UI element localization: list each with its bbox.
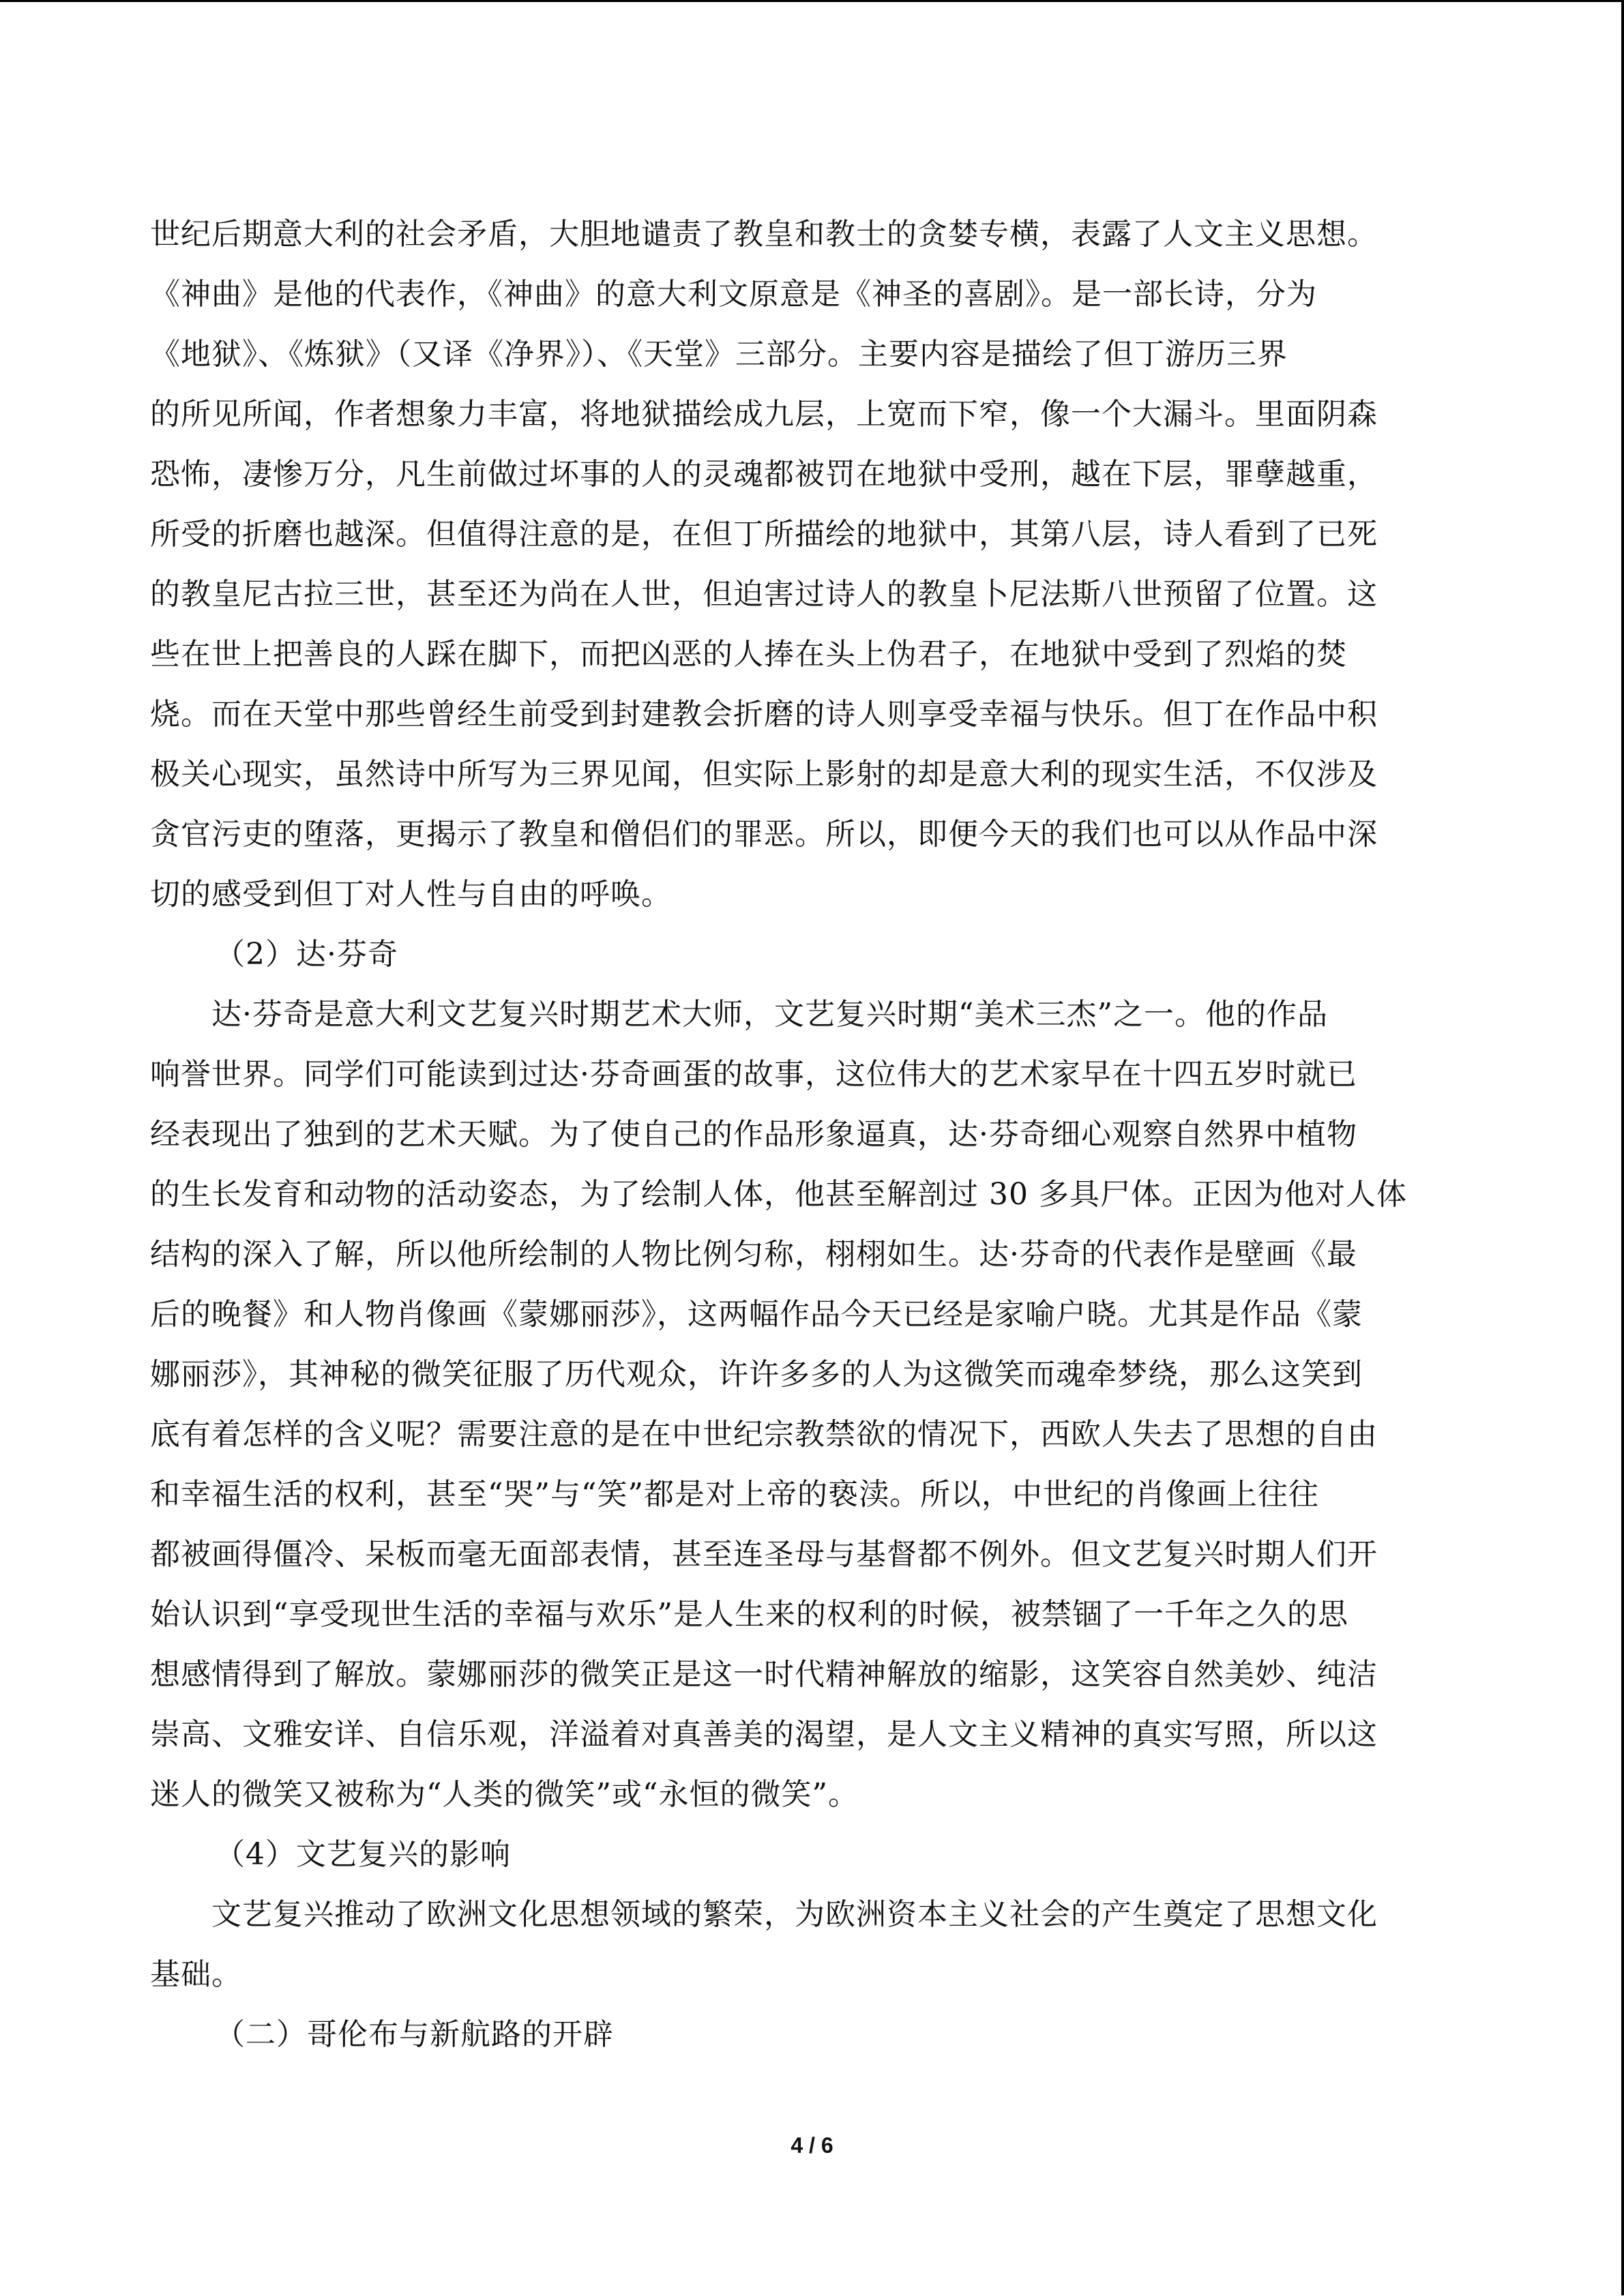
body-line: 的所见所闻，作者想象力丰富，将地狱描绘成九层，上宽而下窄，像一个大漏斗。里面阴森 <box>150 397 1378 432</box>
body-line: 世纪后期意大利的社会矛盾，大胆地谴责了教皇和教士的贪婪专横，表露了人文主义思想。 <box>150 217 1378 252</box>
body-line: 和幸福生活的权利，甚至“哭”与“笑”都是对上帝的亵渎。所以，中世纪的肖像画上往往 <box>150 1477 1319 1512</box>
body-line: 后的晚餐》和人物肖像画《蒙娜丽莎》，这两幅作品今天已经是家喻户晓。尤其是作品《蒙 <box>150 1297 1363 1332</box>
body-line: 极关心现实，虽然诗中所写为三界见闻，但实际上影射的却是意大利的现实生活，不仅涉及 <box>150 757 1378 792</box>
document-body <box>150 205 1480 2065</box>
body-line: 基础。 <box>150 1957 242 1992</box>
body-line: 贪官污吏的堕落，更揭示了教皇和僧侣们的罪恶。所以，即便今天的我们也可以从作品中深 <box>150 817 1378 852</box>
body-line: 响誉世界。同学们可能读到过达·芬奇画蛋的故事，这位伟大的艺术家早在十四五岁时就已 <box>150 1057 1357 1092</box>
body-line: 的教皇尼古拉三世，甚至还为尚在人世，但迫害过诗人的教皇卜尼法斯八世预留了位置。这 <box>150 577 1378 612</box>
section-heading-renaissance-influence: （4）文艺复兴的影响 <box>215 1837 511 1872</box>
body-line: 《神曲》是他的代表作，《神曲》的意大利文原意是《神圣的喜剧》。是一部长诗，分为 <box>150 277 1317 312</box>
body-line: 始认识到“享受现世生活的幸福与欢乐”是人生来的权利的时候，被禁锢了一千年之久的思 <box>150 1597 1348 1632</box>
page-number: 4 / 6 <box>791 2133 833 2158</box>
body-line: 崇高、文雅安详、自信乐观，洋溢着对真善美的渴望，是人文主义精神的真实写照，所以这 <box>150 1717 1378 1752</box>
body-line: 些在世上把善良的人踩在脚下，而把凶恶的人捧在头上伪君子，在地狱中受到了烈焰的焚 <box>150 637 1347 672</box>
body-line: 所受的折磨也越深。但值得注意的是，在但丁所描绘的地狱中，其第八层，诗人看到了已死 <box>150 517 1378 552</box>
body-line: 的生长发育和动物的活动姿态，为了绘制人体，他甚至解剖过 30 多具尸体。正因为他对人体 <box>150 1177 1407 1212</box>
body-line: 恐怖，凄惨万分，凡生前做过坏事的人的灵魂都被罚在地狱中受刑，越在下层，罪孽越重， <box>150 457 1378 492</box>
section-heading-columbus: （二）哥伦布与新航路的开辟 <box>215 2017 614 2052</box>
paragraph-first-line: 文艺复兴推动了欧洲文化思想领域的繁荣，为欧洲资本主义社会的产生奠定了思想文化 <box>211 1897 1378 1932</box>
body-line: 都被画得僵冷、呆板而毫无面部表情，甚至连圣母与基督都不例外。但文艺复兴时期人们开 <box>150 1537 1378 1572</box>
body-line: 想感情得到了解放。蒙娜丽莎的微笑正是这一时代精神解放的缩影，这笑容自然美妙、纯洁 <box>150 1657 1378 1692</box>
body-line: 迷人的微笑又被称为“人类的微笑”或“永恒的微笑”。 <box>150 1777 859 1812</box>
body-line: 娜丽莎》，其神秘的微笑征服了历代观众，许许多多的人为这微笑而魂牵梦绕，那么这笑到 <box>150 1357 1363 1392</box>
body-line: 底有着怎样的含义呢？需要注意的是在中世纪宗教禁欲的情况下，西欧人失去了思想的自由 <box>150 1417 1378 1452</box>
body-line: 烧。而在天堂中那些曾经生前受到封建教会折磨的诗人则享受幸福与快乐。但丁在作品中积 <box>150 697 1378 732</box>
paragraph-first-line: 达·芬奇是意大利文艺复兴时期艺术大师，文艺复兴时期“美术三杰”之一。他的作品 <box>211 997 1328 1032</box>
body-line: 经表现出了独到的艺术天赋。为了使自己的作品形象逼真，达·芬奇细心观察自然界中植物 <box>150 1117 1357 1152</box>
section-heading-da-vinci: （2）达·芬奇 <box>215 937 398 972</box>
body-line: 《地狱》、《炼狱》（又译《净界》）、《天堂》三部分。主要内容是描绘了但丁游历三界 <box>150 337 1288 372</box>
body-line: 结构的深入了解，所以他所绘制的人物比例匀称，栩栩如生。达·芬奇的代表作是壁画《最 <box>150 1237 1357 1272</box>
body-line: 切的感受到但丁对人性与自由的呼唤。 <box>150 877 672 912</box>
